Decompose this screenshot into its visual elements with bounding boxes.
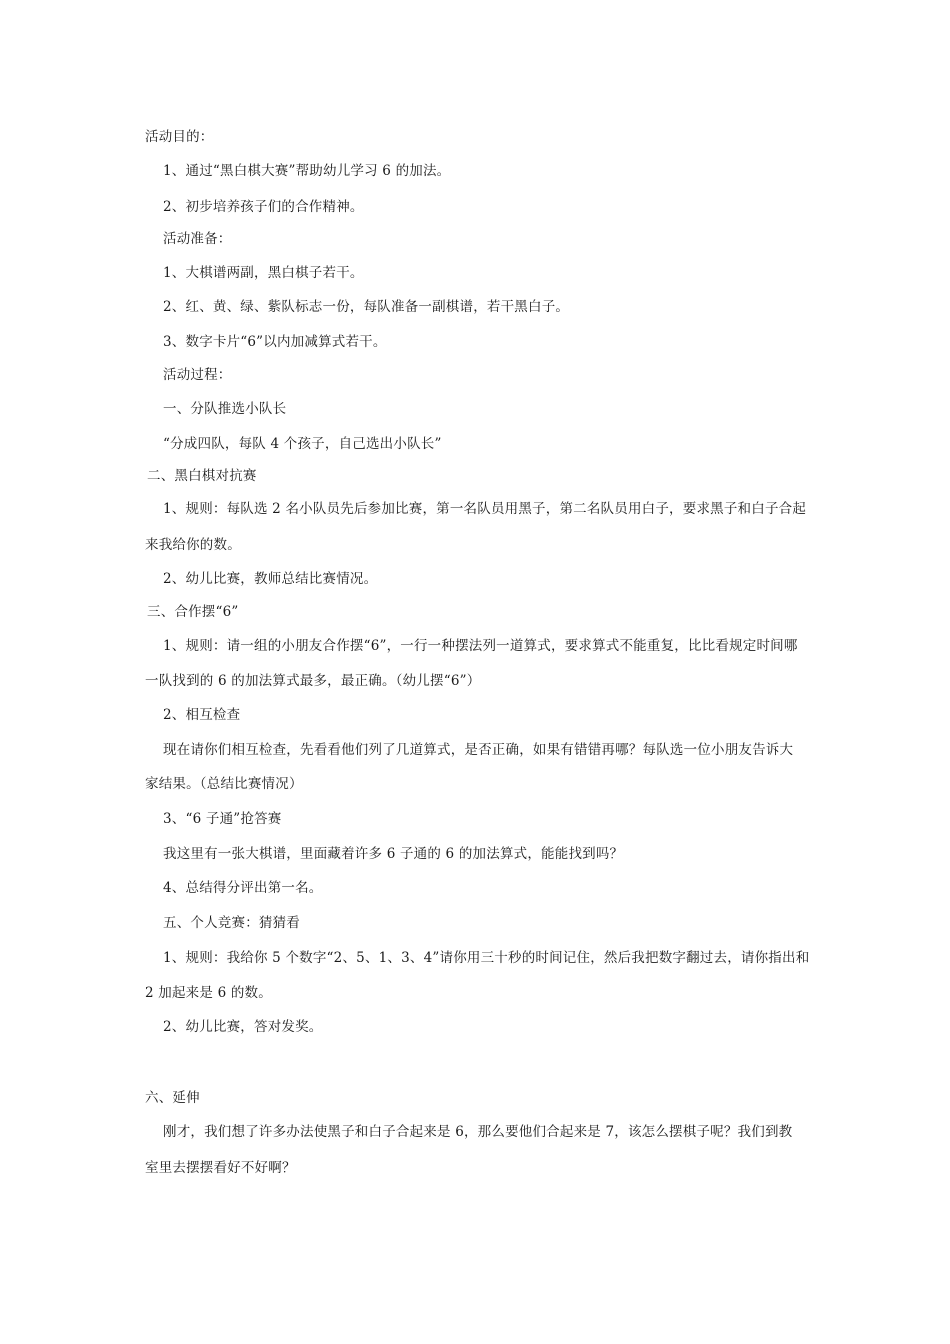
preparation-1: 1、大棋谱两副，黑白棋子若干。	[163, 265, 364, 281]
heading-process: 活动过程：	[163, 367, 232, 383]
section-2-rule-line-2: 来我给你的数。	[145, 537, 241, 553]
section-3-item-4: 4、总结得分评出第一名。	[163, 880, 323, 896]
section-3-rule-line-1: 1、规则：请一组的小朋友合作摆“6”，一行一种摆法列一道算式，要求算式不能重复，比比看规定时间哪	[163, 638, 798, 654]
section-2-title: 二、黑白棋对抗赛	[147, 468, 257, 484]
section-1-quote: “分成四队，每队 4 个孩子，自己选出小队长”	[163, 436, 442, 452]
section-5-title: 五、个人竞赛：猜猜看	[163, 915, 300, 931]
section-6-text-line-1: 刚才，我们想了许多办法使黑子和白子合起来是 6，那么要他们合起来是 7，该怎么摆棋子呢？我们到教	[163, 1124, 793, 1140]
heading-objectives: 活动目的：	[145, 129, 214, 145]
section-5-rule-line-2: 2 加起来是 6 的数。	[145, 985, 272, 1001]
section-3-item-3-text: 我这里有一张大棋谱，里面藏着许多 6 子通的 6 的加法算式，能能找到吗？	[163, 846, 624, 862]
objective-1: 1、通过“黑白棋大赛”帮助幼儿学习 6 的加法。	[163, 163, 451, 179]
section-5-rule-line-1: 1、规则：我给你 5 个数字“2、5、1、3、4”请你用三十秒的时间记住，然后我把数字翻过去，请你指出和	[163, 950, 810, 966]
section-3-rule-line-2: 一队找到的 6 的加法算式最多，最正确。（幼儿摆“6”）	[145, 673, 481, 689]
section-2-rule-line-1: 1、规则：每队选 2 名小队员先后参加比赛，第一名队员用黑子，第二名队员用白子，要求黑子和白子合起	[163, 501, 807, 517]
section-3-item-2: 2、相互检查	[163, 707, 241, 723]
section-5-item-2: 2、幼儿比赛，答对发奖。	[163, 1019, 323, 1035]
section-3-check-line-2: 家结果。（总结比赛情况）	[145, 776, 303, 792]
section-3-check-line-1: 现在请你们相互检查，先看看他们列了几道算式，是否正确，如果有错错再哪？每队选一位小朋友告诉大	[163, 742, 794, 758]
heading-preparation: 活动准备：	[163, 231, 232, 247]
section-6-text-line-2: 室里去摆摆看好不好啊？	[145, 1160, 296, 1176]
section-3-title: 三、合作摆“6”	[147, 604, 239, 620]
preparation-3: 3、数字卡片“6”以内加减算式若干。	[163, 334, 387, 350]
section-6-title: 六、延伸	[145, 1090, 200, 1106]
objective-2: 2、初步培养孩子们的合作精神。	[163, 199, 364, 215]
preparation-2: 2、红、黄、绿、紫队标志一份，每队准备一副棋谱，若干黑白子。	[163, 299, 570, 315]
section-1-title: 一、分队推选小队长	[163, 401, 287, 417]
section-2-item-2: 2、幼儿比赛，教师总结比赛情况。	[163, 571, 378, 587]
section-3-item-3: 3、“6 子通”抢答赛	[163, 811, 282, 827]
